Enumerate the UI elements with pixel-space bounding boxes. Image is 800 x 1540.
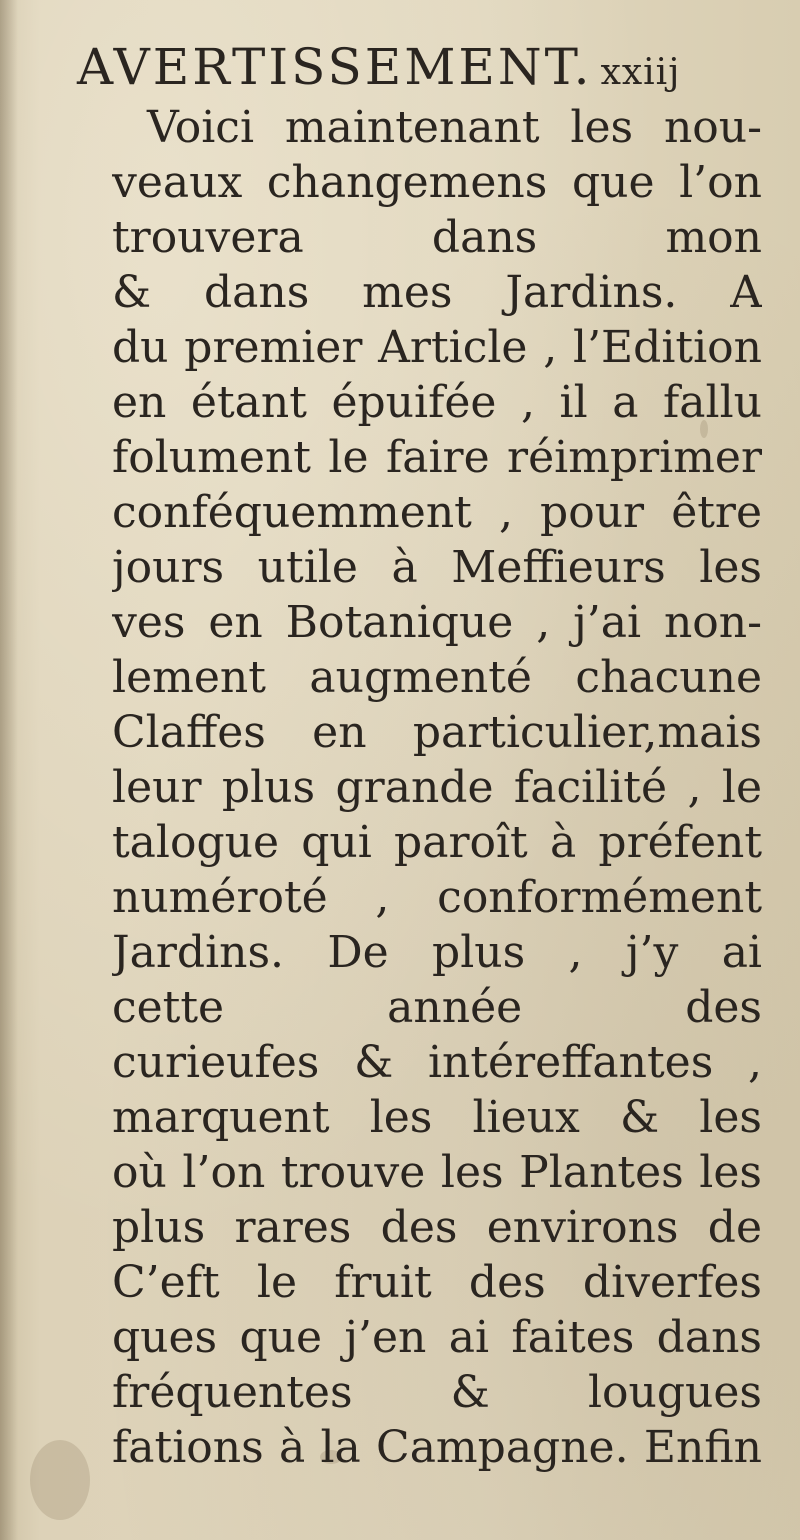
text-line: C’eft le fruit des diverfes [112, 1257, 762, 1308]
paper-stain [30, 1440, 90, 1520]
text-line: talogue qui paroît à préfent [112, 817, 762, 868]
text-line: Claffes en particulier,mais [112, 707, 762, 758]
text-line: fations à la Campagne. Enfin [112, 1422, 762, 1473]
text-line: en étant épuifée , il a fallu [112, 377, 762, 428]
text-line: cette année des [112, 982, 762, 1033]
text-line: trouvera dans mon [112, 212, 762, 263]
text-line: folument le faire réimprimer [112, 432, 762, 483]
text-line: conféquemment , pour être [112, 487, 762, 538]
text-line: lement augmenté chacune [112, 652, 762, 703]
text-line: numéroté , conformément [112, 872, 762, 923]
text-line: jours utile à Meffieurs les [112, 542, 762, 593]
page-text [77, 38, 762, 1475]
text-line: où l’on trouve les Plantes les [112, 1147, 762, 1198]
text-line: fréquentes & lougues [112, 1367, 762, 1418]
text-line: Jardins. De plus , j’y ai [112, 927, 762, 978]
text-line: Voici maintenant les nou- [147, 102, 762, 153]
running-header [77, 40, 762, 100]
text-line: leur plus grande facilité , le [112, 762, 762, 813]
text-line: veaux changemens que l’on [112, 157, 762, 208]
header-title: AVERTISSEMENT. [77, 38, 593, 96]
text-line: ves en Botanique , j’ai non- [112, 597, 762, 648]
page-number: xxiij [600, 52, 681, 93]
text-line: & dans mes Jardins. A [112, 267, 762, 318]
text-line: du premier Article , l’Edition [112, 322, 762, 373]
binding-shadow [0, 0, 18, 1540]
text-line: marquent les lieux & les [112, 1092, 762, 1143]
text-line: ques que j’en ai faites dans [112, 1312, 762, 1363]
text-line: plus rares des environs de [112, 1202, 762, 1253]
text-line: curieufes & intéreffantes , [112, 1037, 762, 1088]
